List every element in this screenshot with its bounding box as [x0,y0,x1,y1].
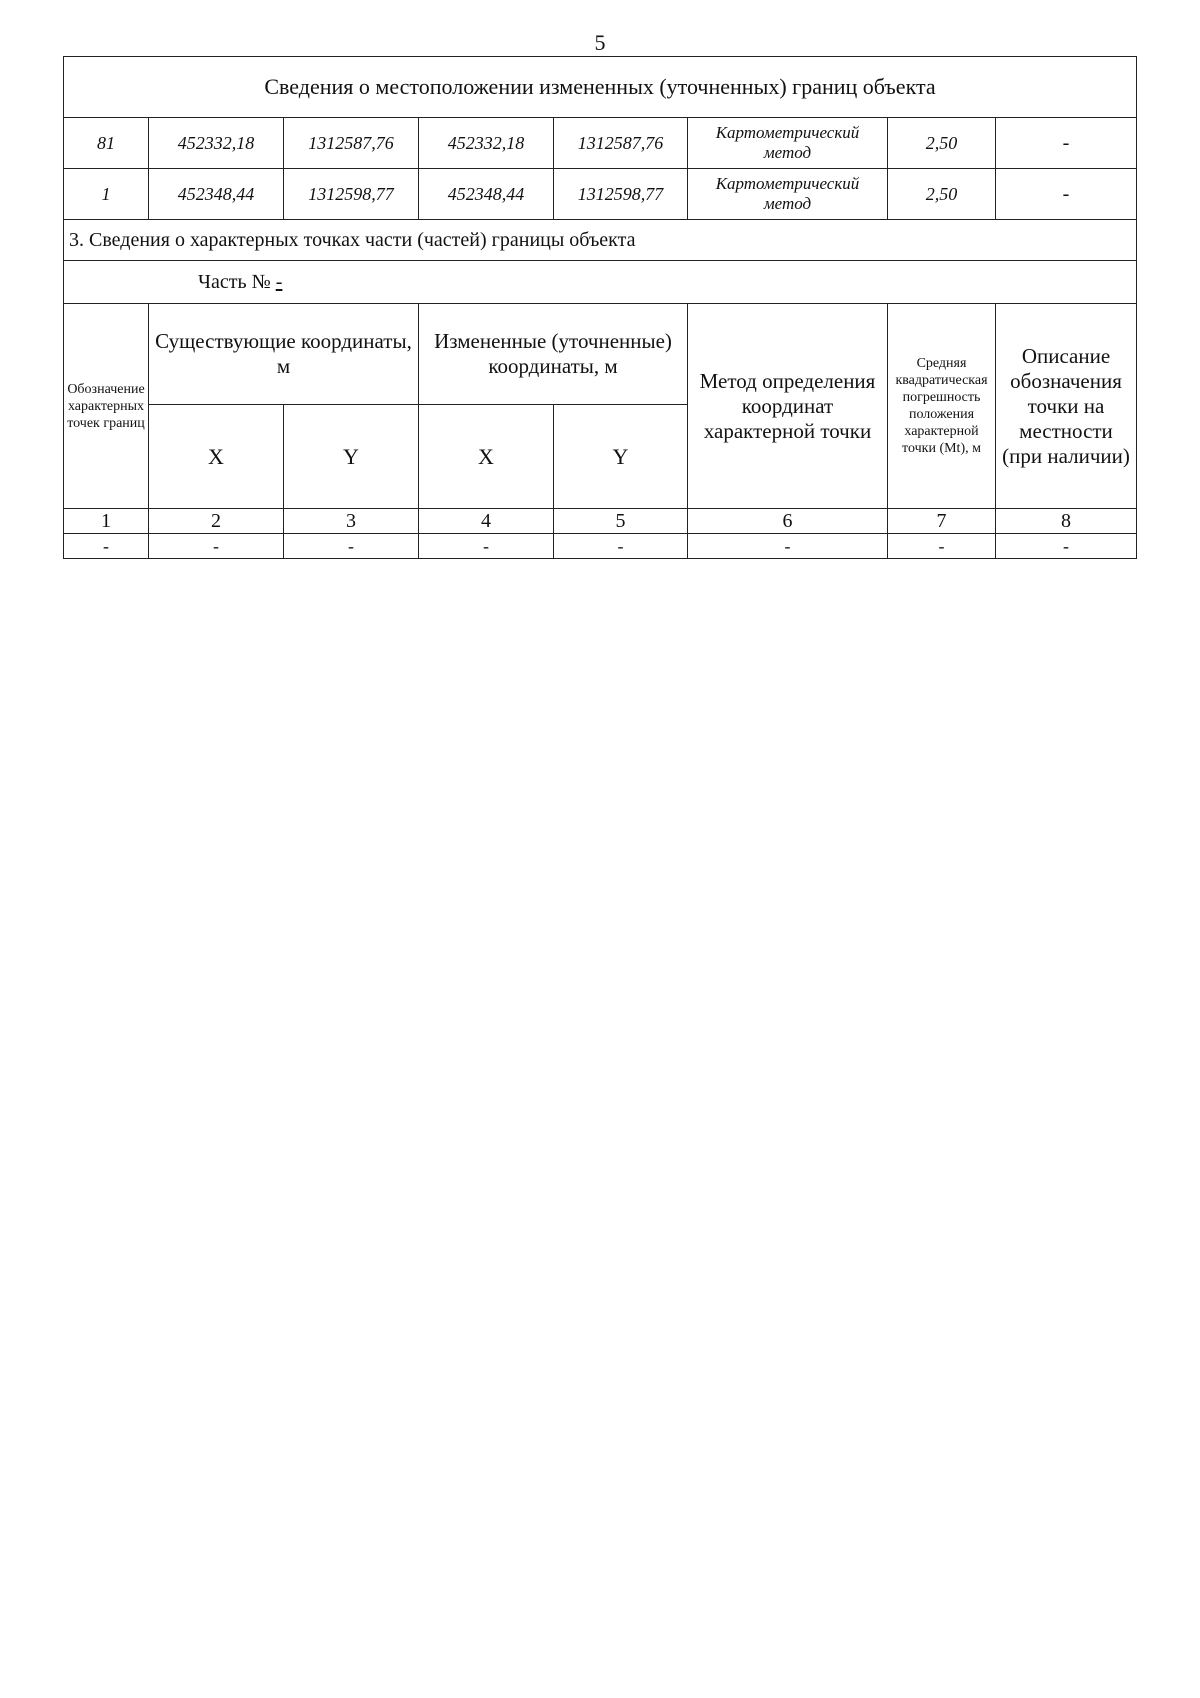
column-number: 1 [64,509,149,534]
column-number: 4 [419,509,554,534]
header-method: Метод определения координат характерной точки [688,304,888,509]
header-description: Описание обозначения точки на местности (при наличии) [996,304,1137,509]
existing-y-cell: 1312587,76 [284,118,419,169]
section-title-changed-boundaries: Сведения о местоположении измененных (уточненных) границ объекта [64,57,1137,118]
empty-cell: - [419,534,554,559]
header-point-designation: Обозначение характерных точек границ [64,304,149,509]
empty-cell: - [996,534,1137,559]
existing-x-cell: 452332,18 [149,118,284,169]
column-number: 3 [284,509,419,534]
part-value: - [275,270,283,293]
column-number: 2 [149,509,284,534]
error-cell: 2,50 [888,118,996,169]
empty-cell: - [688,534,888,559]
changed-x-cell: 452348,44 [419,169,554,220]
header-changed-y: Y [554,405,688,509]
header-changed-x: X [419,405,554,509]
empty-cell: - [554,534,688,559]
changed-y-cell: 1312598,77 [554,169,688,220]
header-existing-y: Y [284,405,419,509]
table-row [64,534,1137,559]
column-number: 8 [996,509,1137,534]
changed-y-cell: 1312587,76 [554,118,688,169]
table-row [64,118,1137,169]
header-changed-coordinates: Измененные (уточненные) координаты, м [419,304,688,405]
column-number: 6 [688,509,888,534]
part-number-row [64,261,1137,304]
column-numbers-row [64,509,1137,534]
header-existing-coordinates: Существующие координаты, м [149,304,419,405]
boundary-points-table [63,56,1137,559]
column-number: 5 [554,509,688,534]
empty-cell: - [284,534,419,559]
empty-cell: - [64,534,149,559]
method-cell: Картометрический метод [688,118,888,169]
point-designation-cell: 81 [64,118,149,169]
empty-cell: - [149,534,284,559]
column-number: 7 [888,509,996,534]
existing-y-cell: 1312598,77 [284,169,419,220]
changed-x-cell: 452332,18 [419,118,554,169]
header-error: Средняя квадратическая погрешность положения характерной точки (Mt), м [888,304,996,509]
empty-cell: - [888,534,996,559]
section-title-part-points: 3. Сведения о характерных точках части (частей) границы объекта [64,220,1137,261]
table-row [64,169,1137,220]
description-cell: - [996,169,1137,220]
existing-x-cell: 452348,44 [149,169,284,220]
description-cell: - [996,118,1137,169]
point-designation-cell: 1 [64,169,149,220]
header-existing-x: X [149,405,284,509]
page-number: 5 [594,30,606,55]
method-cell: Картометрический метод [688,169,888,220]
error-cell: 2,50 [888,169,996,220]
part-label: Часть № [198,270,271,293]
